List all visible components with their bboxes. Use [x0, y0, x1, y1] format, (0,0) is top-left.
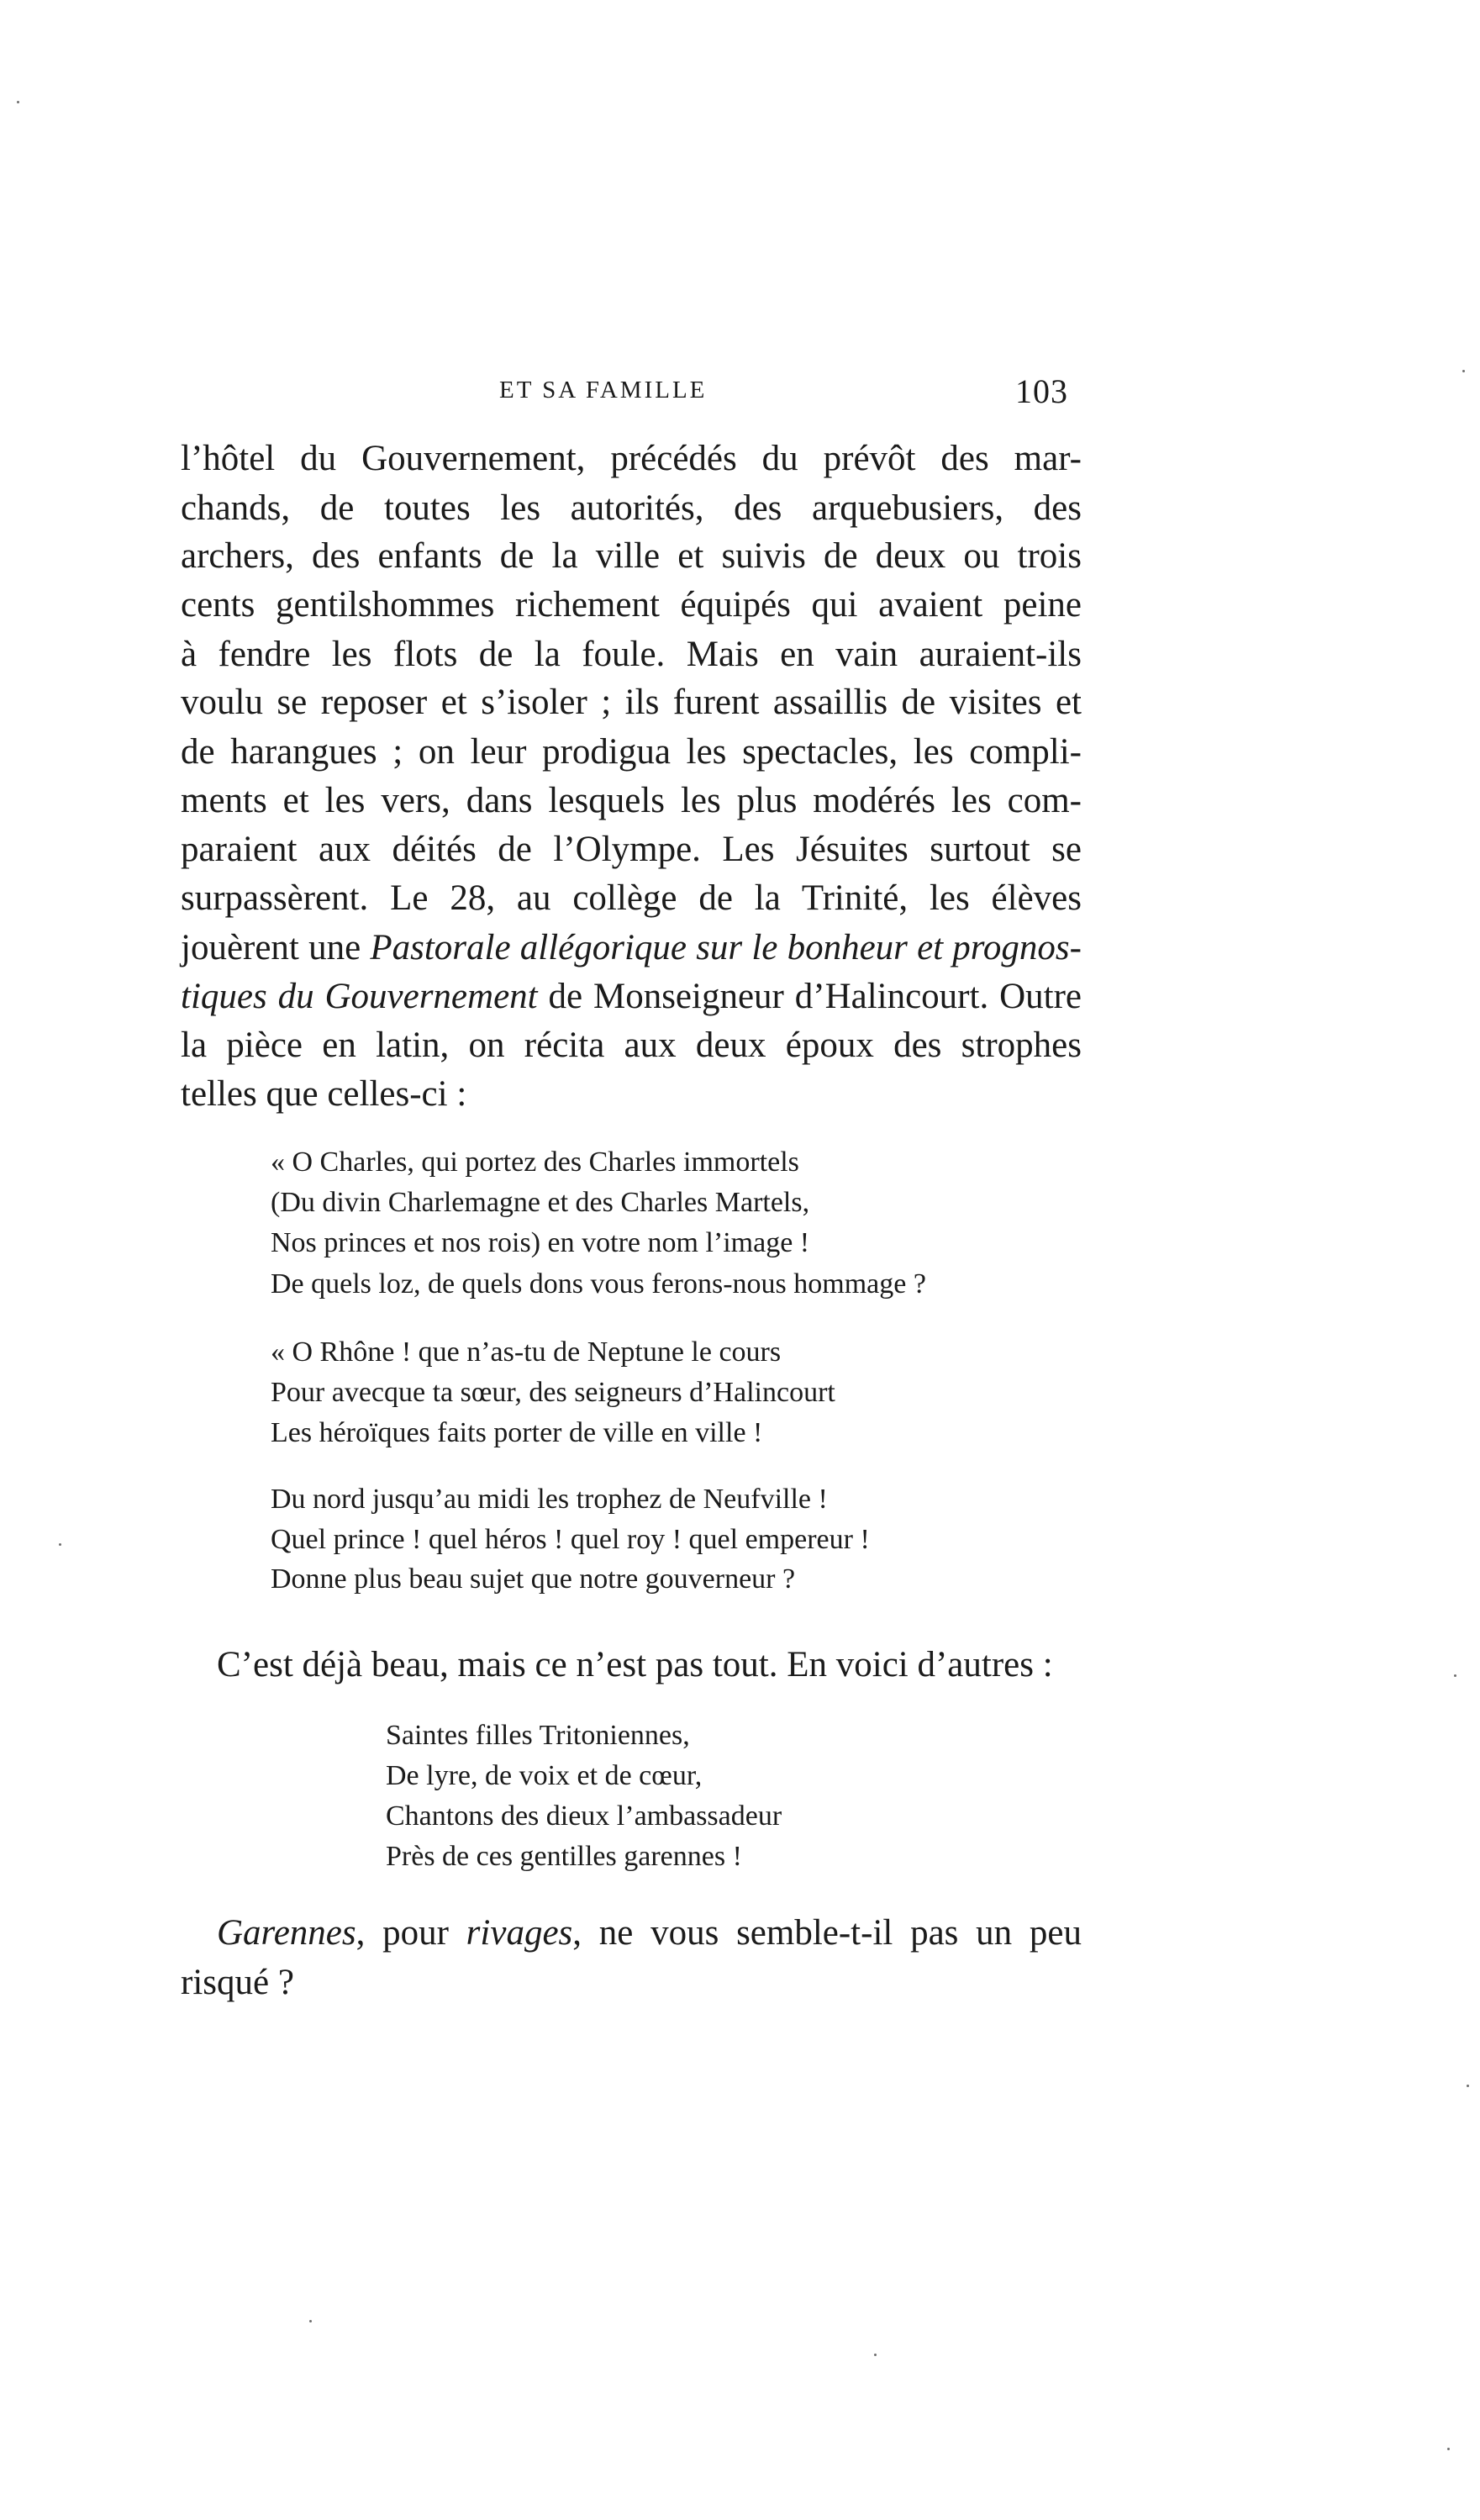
- verse-line: « O Charles, qui portez des Charles immortels: [271, 1147, 799, 1178]
- paragraph-line: chands, de toutes les autorités, des arquebusiers, des: [181, 488, 1082, 528]
- verse-line: Chantons des dieux l’ambassadeur: [386, 1800, 782, 1832]
- text-span: , ne vous semble-t-il pas un peu: [572, 1913, 1082, 1953]
- paper-speck: [874, 2354, 877, 2356]
- text-span: jouèrent une: [181, 928, 371, 967]
- verse-line: Les héroïques faits porter de ville en ville !: [271, 1417, 763, 1448]
- verse-line: Nos princes et nos rois) en votre nom l’image !: [271, 1227, 810, 1258]
- paragraph-line: ments et les vers, dans lesquels les plus modérés les com-: [181, 781, 1082, 820]
- closing-line: risqué ?: [181, 1963, 294, 2002]
- paragraph-line: telles que celles-ci :: [181, 1074, 467, 1114]
- italic-word: rivages: [466, 1913, 573, 1953]
- paper-speck: [59, 1543, 61, 1546]
- transition-line: C’est déjà beau, mais ce n’est pas tout. En voici d’autres :: [217, 1645, 1053, 1684]
- verse-line: De quels loz, de quels dons vous ferons-nous hommage ?: [271, 1268, 926, 1300]
- paragraph-line: l’hôtel du Gouvernement, précédés du prévôt des mar-: [181, 439, 1082, 478]
- verse-line: Près de ces gentilles garennes !: [386, 1841, 742, 1872]
- text-span: , pour: [356, 1913, 466, 1953]
- paragraph-line: de harangues ; on leur prodigua les spectacles, les compli-: [181, 732, 1082, 772]
- paper-speck: [1467, 2085, 1469, 2087]
- paper-speck: [1454, 1674, 1456, 1677]
- paragraph-line: à fendre les flots de la foule. Mais en vain auraient-ils: [181, 635, 1082, 674]
- verse-line: (Du divin Charlemagne et des Charles Martels,: [271, 1187, 810, 1218]
- italic-title: Pastorale allégorique sur le bonheur et prognos-: [370, 928, 1082, 967]
- paragraph-line: voulu se reposer et s’isoler ; ils furent assaillis de visites et: [181, 683, 1082, 722]
- page-number: 103: [1015, 372, 1068, 410]
- paper-speck: [309, 2320, 312, 2322]
- verse-line: « O Rhône ! que n’as-tu de Neptune le cours: [271, 1336, 782, 1368]
- verse-line: Pour avecque ta sœur, des seigneurs d’Halincourt: [271, 1377, 835, 1408]
- verse-line: Saintes filles Tritoniennes,: [386, 1720, 690, 1751]
- paper-speck: [17, 101, 19, 103]
- verse-line: Quel prince ! quel héros ! quel roy ! quel empereur !: [271, 1524, 870, 1555]
- paper-speck: [1462, 370, 1465, 372]
- paragraph-line: [181, 976, 1082, 1017]
- paragraph-line: la pièce en latin, on récita aux deux époux des strophes: [181, 1025, 1082, 1065]
- running-title: ET SA FAMILLE: [499, 377, 708, 403]
- paragraph-line: archers, des enfants de la ville et suivis de deux ou trois: [181, 536, 1082, 576]
- text-span: de Monseigneur d’Halincourt. Outre: [537, 977, 1082, 1016]
- verse-line: De lyre, de voix et de cœur,: [386, 1760, 703, 1791]
- closing-line: [217, 1912, 1082, 1953]
- verse-line: Donne plus beau sujet que notre gouverneur ?: [271, 1563, 796, 1595]
- italic-title: tiques du Gouvernement: [181, 977, 538, 1016]
- paragraph-line: [181, 927, 1082, 968]
- paper-speck: [1447, 2448, 1450, 2450]
- paragraph-line: paraient aux déités de l’Olympe. Les Jésuites surtout se: [181, 830, 1082, 869]
- verse-line: Du nord jusqu’au midi les trophez de Neufville !: [271, 1484, 828, 1515]
- italic-word: Garennes: [217, 1913, 356, 1953]
- paragraph-line: surpassèrent. Le 28, au collège de la Trinité, les élèves: [181, 878, 1082, 918]
- paragraph-line: cents gentilshommes richement équipés qui avaient peine: [181, 585, 1082, 625]
